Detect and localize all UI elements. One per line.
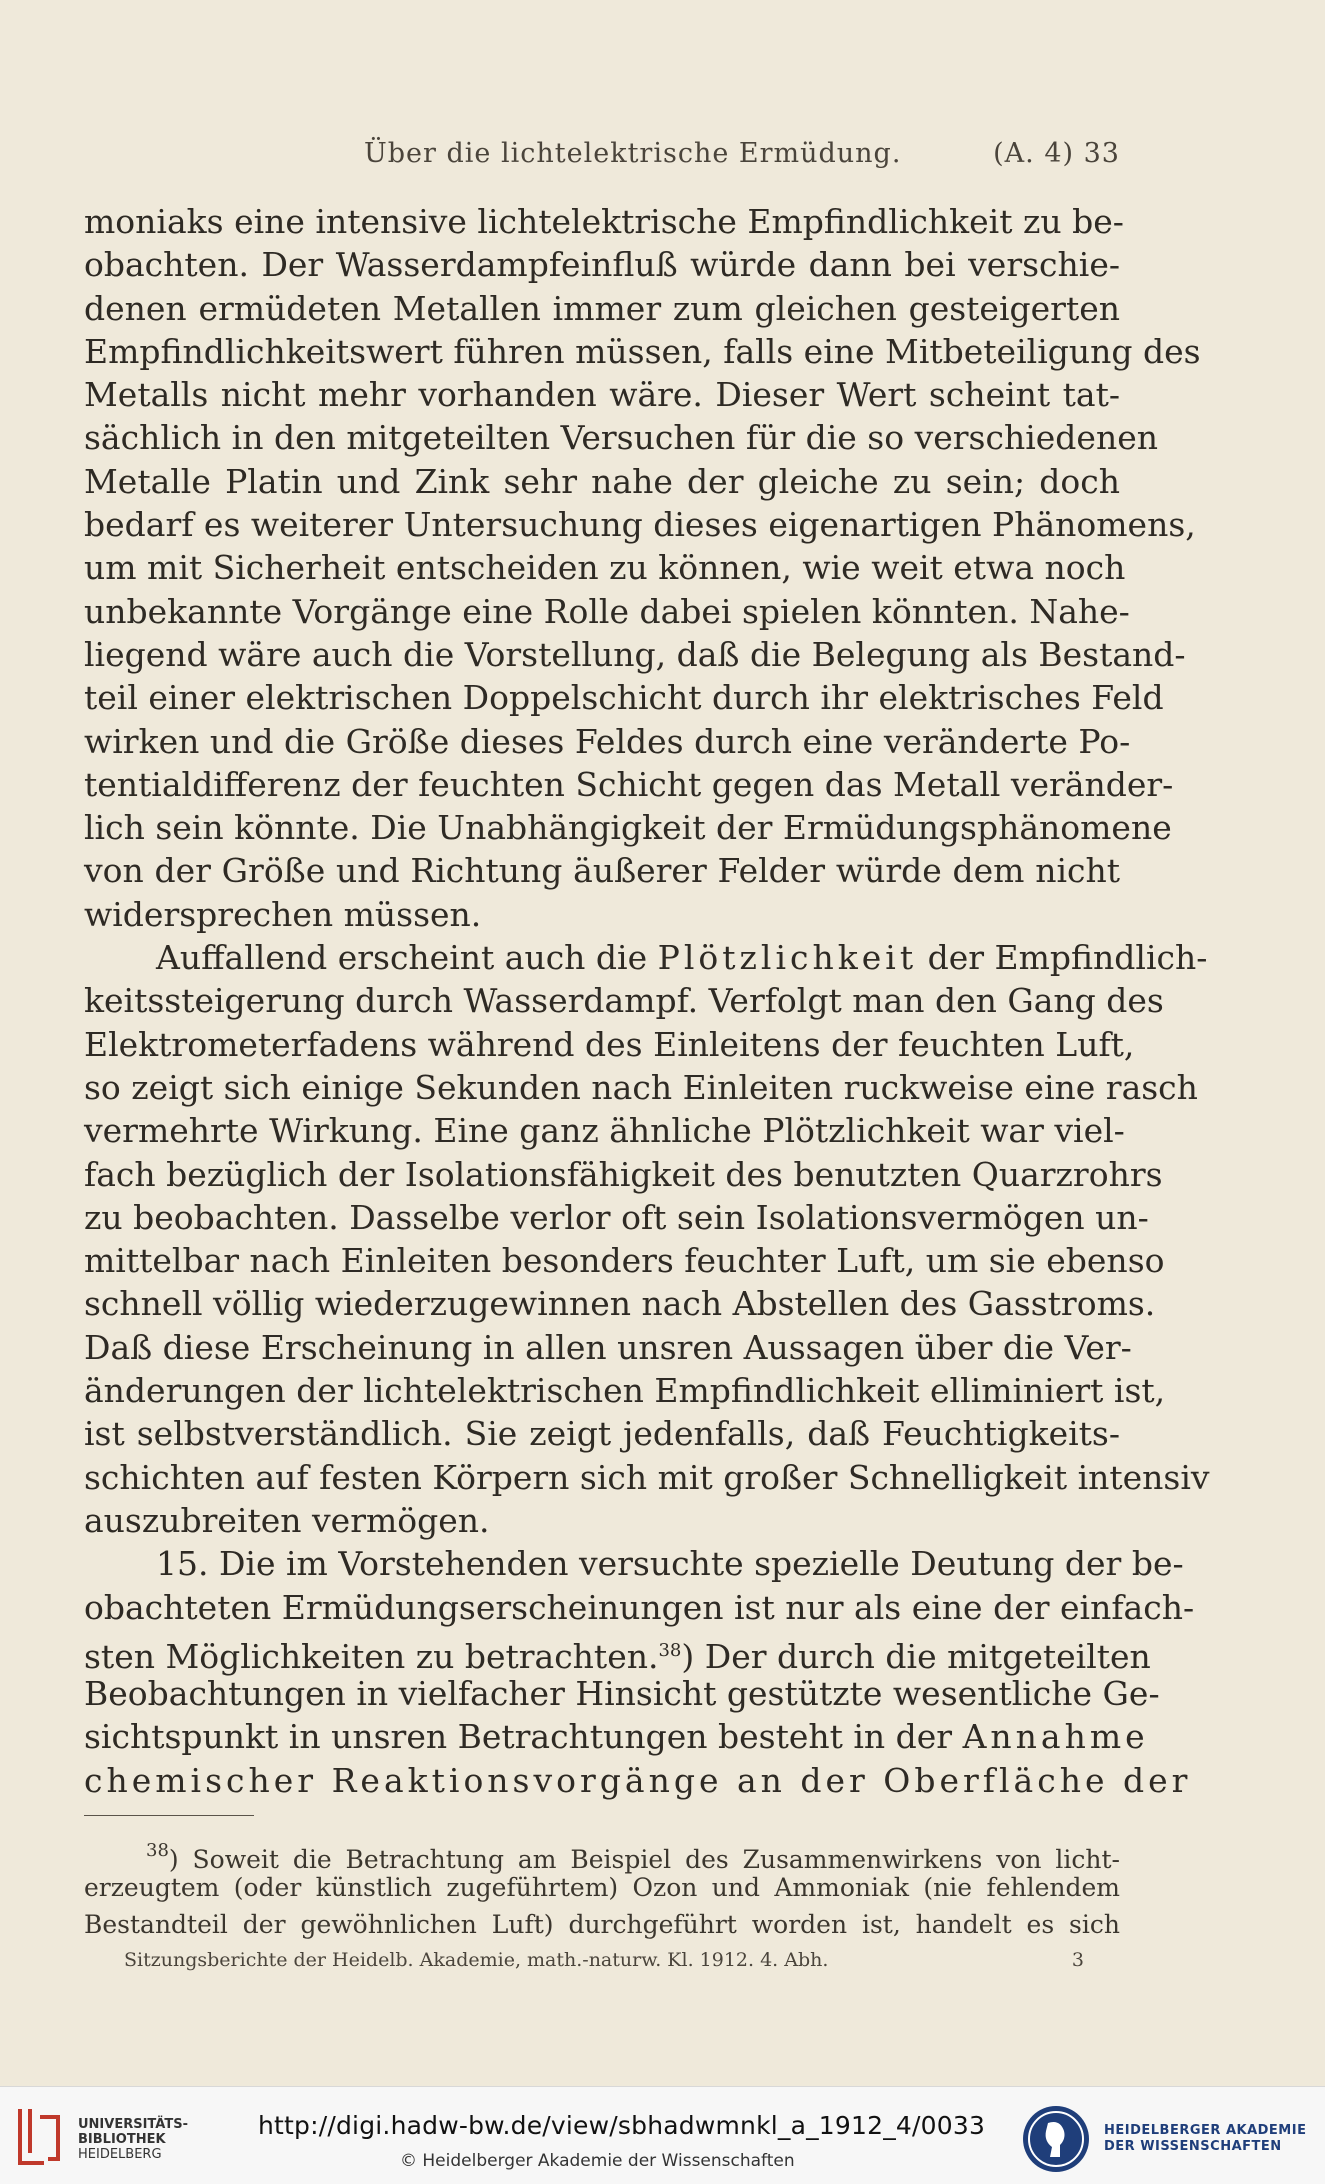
footnote-line: $^{38}$) Soweit die Betrachtung am Beispiel des Zusammenwirkens von licht-: [146, 1840, 1120, 1874]
text-line: Metalle Platin und Zink sehr nahe der gleiche zu sein; doch: [84, 461, 1120, 501]
text-line: änderungen der lichtelektrischen Empfindlichkeit elliminiert ist,: [84, 1371, 1166, 1411]
text-line: moniaks eine intensive lichtelektrische Empfindlichkeit zu be-: [84, 202, 1124, 241]
text-line: wirken und die Größe dieses Feldes durch eine veränderte Po-: [84, 721, 1131, 761]
running-head: [84, 138, 1120, 178]
text-line: Elektrometerfadens während des Einleitens der feuchten Luft,: [84, 1024, 1135, 1064]
footnote-line: Bestandteil der gewöhnlichen Luft) durchgeführt worden ist, handelt es sich: [84, 1910, 1120, 1939]
library-name: UNIVERSITÄTS- BIBLIOTHEK HEIDELBERG: [78, 2117, 188, 2162]
text-line: Beobachtungen in vielfacher Hinsicht gestützte wesentliche Ge-: [84, 1674, 1160, 1714]
text-line: fach bezüglich der Isolationsfähigkeit des benutzten Quarzrohrs: [84, 1154, 1163, 1194]
text-line: bedarf es weiterer Untersuchung dieses eigenartigen Phänomens,: [84, 505, 1196, 545]
sheet-signature: Sitzungsberichte der Heidelb. Akademie, math.-naturw. Kl. 1912. 4. Abh. 3: [124, 1949, 1084, 1971]
running-head-title: Über die lichtelektrische Ermüdung.: [364, 138, 902, 169]
footnote: [84, 1832, 1120, 1943]
library-logo-icon[interactable]: [14, 2103, 66, 2169]
emphasized-word: Annahme: [962, 1717, 1149, 1757]
footnote-line: erzeugtem (oder künstlich zugeführtem) Ozon und Ammoniak (nie fehlendem: [84, 1873, 1120, 1902]
text-line: keitssteigerung durch Wasserdampf. Verfolgt man den Gang des: [84, 981, 1164, 1021]
text-line: liegend wäre auch die Vorstellung, daß die Belegung als Bestand-: [84, 634, 1186, 674]
page-number: (A. 4) 33: [993, 138, 1120, 169]
text-line: schichten auf festen Körpern sich mit großer Schnelligkeit intensiv: [84, 1457, 1210, 1497]
text-line: sten Möglichkeiten zu betrachten.$^{38}$) Der durch die mitgeteilten: [84, 1636, 1151, 1676]
text-line: obachteten Ermüdungserscheinungen ist nur als eine der einfach-: [84, 1587, 1195, 1627]
text-line: Auffallend erscheint auch die Plötzlichkeit der Empfindlich-: [156, 938, 1208, 978]
academy-seal-icon[interactable]: [1020, 2103, 1092, 2175]
text-line: von der Größe und Richtung äußerer Felder würde dem nicht: [84, 851, 1120, 891]
footnote-marker: 38: [146, 1840, 169, 1861]
text-line: so zeigt sich einige Sekunden nach Einleiten ruckweise eine rasch: [84, 1067, 1198, 1107]
footnote-ref: 38: [658, 1639, 682, 1661]
text-line: zu beobachten. Dasselbe verlor oft sein Isolationsvermögen un-: [84, 1197, 1149, 1237]
academy-name: HEIDELBERGER AKADEMIE DER WISSENSCHAFTEN: [1104, 2123, 1307, 2154]
footnote-rule: [84, 1815, 254, 1816]
viewer-footer: [0, 2086, 1325, 2184]
text-line: lich sein könnte. Die Unabhängigkeit der Ermüdungsphänomene: [84, 808, 1172, 848]
paragraph-2: [84, 979, 1210, 1542]
text-line: ist selbstverständlich. Sie zeigt jedenfalls, daß Feuchtigkeits-: [84, 1414, 1120, 1454]
text-line: schnell völlig wiederzugewinnen nach Abstellen des Gasstroms.: [84, 1284, 1156, 1324]
text-line: tentialdifferenz der feuchten Schicht gegen das Metall veränder-: [84, 764, 1174, 804]
text-line: 15. Die im Vorstehenden versuchte spezielle Deutung der be-: [156, 1544, 1184, 1584]
text-line: um mit Sicherheit entscheiden zu können, wie weit etwa noch: [84, 548, 1126, 588]
text-line: sichtspunkt in unsren Betrachtungen besteht in der Annahme: [84, 1717, 1149, 1757]
paragraph-1: [84, 200, 1201, 936]
text-line: auszubreiten vermögen.: [84, 1500, 490, 1540]
text-line: teil einer elektrischen Doppelschicht durch ihr elektrisches Feld: [84, 678, 1164, 718]
permalink-url[interactable]: http://digi.hadw-bw.de/view/sbhadwmnkl_a_1912_4/0033: [258, 2111, 986, 2140]
emphasized-word: Plötzlichkeit: [657, 938, 918, 978]
text-line: obachten. Der Wasserdampfeinfluß würde dann bei verschie-: [84, 245, 1120, 285]
text-line: mittelbar nach Einleiten besonders feuchter Luft, um sie ebenso: [84, 1241, 1165, 1281]
sheet-number: 3: [1071, 1949, 1084, 1971]
text-line: unbekannte Vorgänge eine Rolle dabei spielen könnten. Nahe-: [84, 591, 1130, 631]
copyright-notice: © Heidelberger Akademie der Wissenschaften: [400, 2151, 795, 2171]
body-text: [84, 200, 1210, 1802]
text-line: Metalls nicht mehr vorhanden wäre. Dieser Wert scheint tat-: [84, 375, 1120, 415]
text-line: denen ermüdeten Metallen immer zum gleichen gesteigerten: [84, 288, 1120, 328]
text-line: Empfindlichkeitswert führen müssen, falls eine Mitbeteiligung des: [84, 331, 1201, 371]
text-line: Daß diese Erscheinung in allen unsren Aussagen über die Ver-: [84, 1327, 1132, 1367]
text-line: sächlich in den mitgeteilten Versuchen für die so verschiedenen: [84, 418, 1158, 458]
text-line: widersprechen müssen.: [84, 894, 482, 934]
text-line: chemischer Reaktionsvorgänge an der Oberfläche der: [84, 1760, 1192, 1800]
text-line: vermehrte Wirkung. Eine ganz ähnliche Plötzlichkeit war viel-: [84, 1111, 1125, 1151]
